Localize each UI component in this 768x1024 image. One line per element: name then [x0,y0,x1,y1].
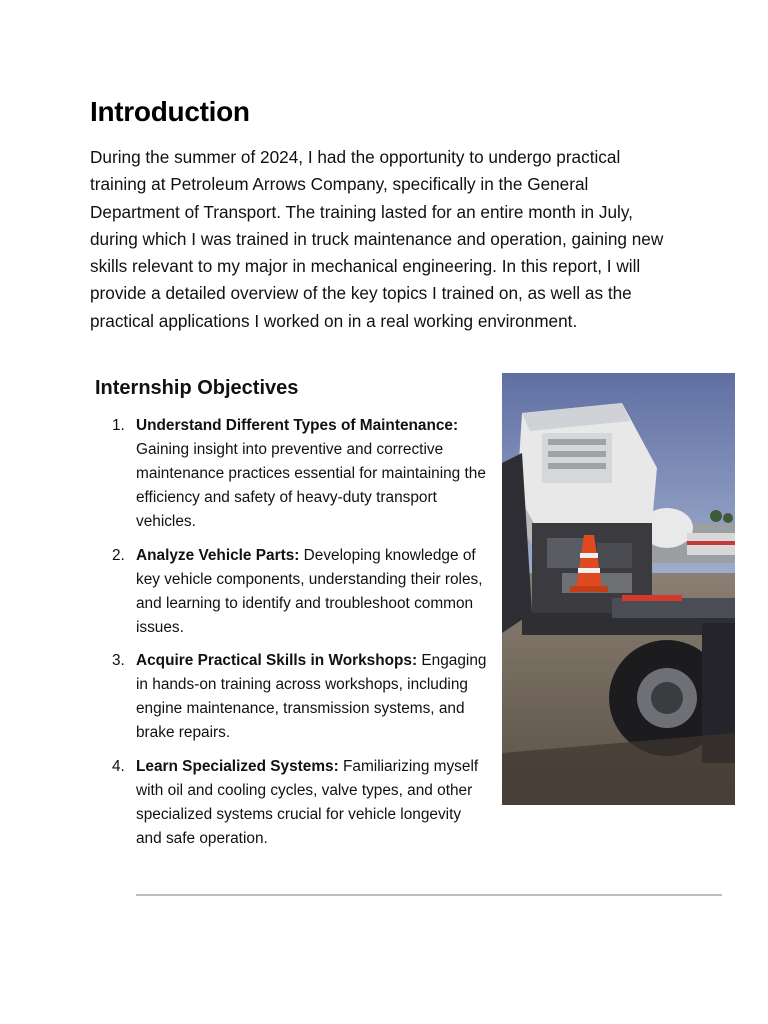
objectives-heading: Internship Objectives [95,377,299,399]
objective-item [92,414,490,534]
objective-number: 4. [112,757,125,775]
objective-item [92,649,490,745]
objective-text: Gaining insight into preventive and corrective maintenance practices essential for maintaining the efficiency and safety of heavy-duty transport vehicles. [136,441,486,530]
intro-paragraph: During the summer of 2024, I had the opportunity to undergo practical training at Petroleum Arrows Company, specifically in the General Department of Transport. The training lasted for an entire month in July, during which I was trained in truck maintenance and operation, gaining new skills relevant to my major in mechanical engineering. In this report, I will provide a detailed overview of the key topics I trained on, as well as the practical applications I worked on in a real working environment. [90,147,664,331]
objective-label: Analyze Vehicle Parts: [136,546,300,564]
objectives-list [92,414,490,860]
objective-text: Developing knowledge of key vehicle components, understanding their roles, and learning to identify and troubleshoot common issues. [136,546,483,636]
page-title: Introduction [90,96,250,127]
objective-number: 2. [112,546,125,564]
objective-number: 3. [112,652,125,669]
objective-item [92,544,490,640]
page-divider [136,894,722,896]
objective-label: Acquire Practical Skills in Workshops: [136,652,418,669]
objective-number: 1. [112,417,125,434]
objective-text: Familiarizing myself with oil and cooling cycles, valve types, and other specialized systems crucial for vehicle longevity and safe operation. [136,757,479,847]
objective-item [92,755,490,851]
objective-text: Engaging in hands-on training across workshops, including engine maintenance, transmission systems, and brake repairs. [136,652,487,741]
objective-label: Understand Different Types of Maintenance: [136,417,459,434]
objective-label: Learn Specialized Systems: [136,757,339,775]
truck-maintenance-photo [502,373,735,805]
